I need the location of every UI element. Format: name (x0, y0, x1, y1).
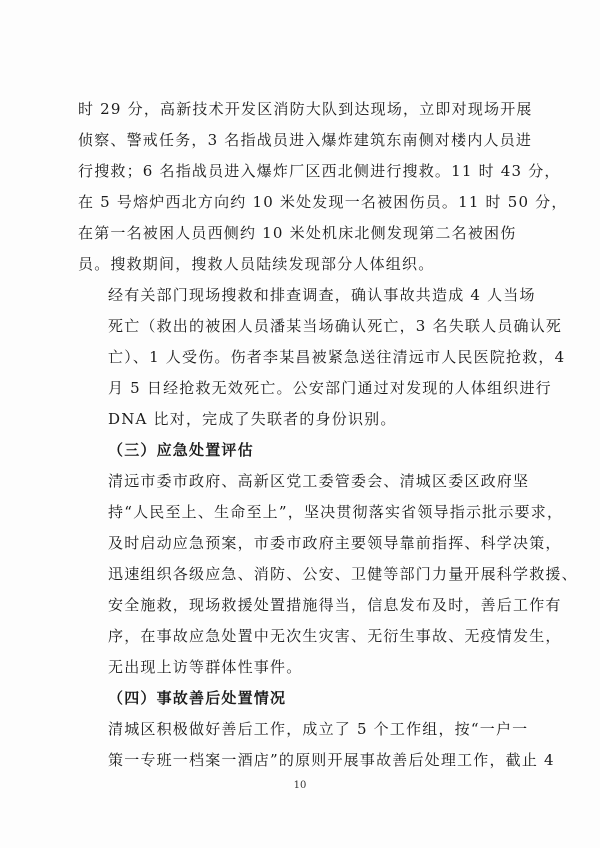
text-line: 策一专班一档案一酒店”的原则开展事故善后处理工作，截止 4 (108, 751, 555, 769)
text-line: 及时启动应急预案，市委市政府主要领导靠前指挥、科学决策， (108, 534, 562, 552)
section-heading-aftermath: （四）事故善后处置情况 (108, 689, 287, 707)
text-line: 侦察、警戒任务，3 名指战员进入爆炸建筑东南侧对楼内人员进 (78, 131, 533, 149)
text-line: 迅速组织各级应急、消防、公安、卫健等部门力量开展科学救援、 (108, 565, 578, 583)
text-line: 在第一名被困人员西侧约 10 米处机床北侧发现第二名被困伤 (78, 224, 517, 242)
text-line: 无出现上访等群体性事件。 (108, 658, 303, 676)
paragraph-rescue-process (78, 94, 568, 280)
text-line: 时 29 分，高新技术开发区消防大队到达现场，立即对现场开展 (78, 100, 533, 118)
text-line: 经有关部门现场搜救和排查调查，确认事故共造成 4 人当场 (108, 286, 536, 304)
text-line: 安全施救，现场救援处置措施得当，信息发布及时，善后工作有 (108, 596, 562, 614)
text-line: 员。搜救期间，搜救人员陆续发现部分人体组织。 (78, 255, 435, 273)
text-line: 亡）、1 人受伤。伤者李某昌被紧急送往清远市人民医院抢救，4 (108, 348, 566, 366)
text-line: 月 5 日经抢救无效死亡。公安部门通过对发现的人体组织进行 (108, 379, 552, 397)
text-line: DNA 比对，完成了失联者的身份识别。 (108, 410, 397, 428)
section-heading-emergency-evaluation: （三）应急处置评估 (108, 441, 254, 459)
text-line: 行搜救；6 名指战员进入爆炸厂区西北侧进行搜救。11 时 43 分， (78, 162, 561, 180)
text-line: 序，在事故应急处置中无次生灾害、无衍生事故、无疫情发生， (108, 627, 562, 645)
text-line: 在 5 号熔炉西北方向约 10 米处发现一名被困伤员。11 时 50 分， (78, 193, 568, 211)
paragraph-aftermath (78, 714, 555, 776)
text-line: 清远市委市政府、高新区党工委管委会、清城区委区政府坚 (108, 472, 530, 490)
document-body (78, 94, 578, 776)
text-line: 清城区积极做好善后工作，成立了 5 个工作组，按“一户一 (108, 720, 529, 738)
paragraph-emergency-evaluation (78, 466, 578, 683)
paragraph-casualties (78, 280, 566, 435)
page-number: 10 (293, 780, 307, 791)
text-line: 死亡（救出的被困人员潘某当场确认死亡，3 名失联人员确认死 (108, 317, 563, 335)
text-line: 持“人民至上、生命至上”，坚决贯彻落实省领导指示批示要求， (108, 503, 564, 521)
